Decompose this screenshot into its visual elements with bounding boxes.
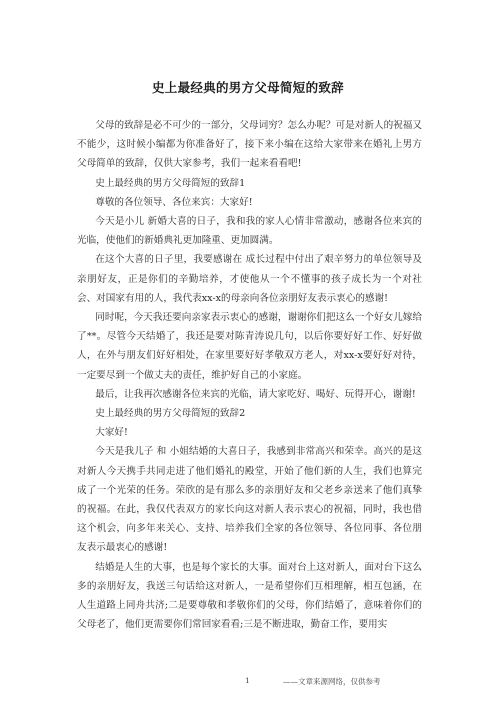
paragraph-greeting-1: 尊敬的各位领导、各位来宾：大家好!: [95, 196, 253, 208]
paragraph: 今天是我儿子 和 小姐结婚的大喜日子，我感到非常高兴和荣幸。高兴的是这对新人今天携手共同走进了他们婚礼的殿堂，开始了他们新的人生，我们也算完成了一个光荣的任务。荣欣的是有那么多的亲朋好友和父老乡亲送来了他们真挚的祝福。在此，我仅代表双方的家长向这对新人表示衷心的祝福，同时，我也借这个机会，向多年来关心、支持、培养我们全家的各位领导、各位同事、各位朋友表示最衷心的感谢!: [77, 446, 422, 554]
section-heading-2: 史上最经典的男方父母简短的致辞2: [95, 408, 246, 420]
section-heading-1: 史上最经典的男方父母简短的致辞1: [95, 177, 246, 189]
document-body: [77, 116, 422, 634]
paragraph: 同时呢，今天我还要向亲家表示衷心的感谢，谢谢你们把这么一个好女儿嫁给了**。尽管今天结婚了，我还是要对陈青涛说几句，以后你要好好工作、好好做人，在外与朋友们好好相处，在家里要好好孝敬双方老人，对xx-x要好好对待，一定要尽到一个做丈夫的责任，维护好自己的小家庭。: [77, 312, 422, 381]
paragraph: 最后，让我再次感谢各位来宾的光临，请大家吃好、喝好、玩得开心，谢谢!: [95, 388, 416, 400]
page-title: 史上最经典的男方父母简短的致辞: [151, 80, 344, 95]
paragraph: 结婚是人生的大事，也是每个家长的大事。面对台上这对新人，面对台下这么多的亲朋好友，我送三句话给这对新人，一是希望你们互相理解，相互包涵，在人生道路上同舟共济;二是要尊敬和孝敬你们的父母，你们结婚了，意味着你们的父母老了，他们更需要你们常回家看看;三是不断进取，勤奋工作，要用实: [77, 561, 422, 631]
source-note: ——文章来源网络，仅供参考: [283, 677, 381, 686]
paragraph-intro: 父母的致辞是必不可少的一部分，父母词穷？怎么办呢？可是对新人的祝福又不能少，这时候小编都为你准备好了，接下来小编在这给大家带来在婚礼上男方父母简单的致辞，仅供大家参考，我们一起来看看吧!: [77, 120, 422, 170]
paragraph-greeting-2: 大家好!: [95, 427, 128, 439]
paragraph: 今天是小儿 新婚大喜的日子，我和我的家人心情非常激动，感谢各位来宾的光临，使他们的新婚典礼更加隆重、更加圆满。: [77, 216, 422, 247]
page-number: 1: [245, 676, 250, 685]
paragraph: 在这个大喜的日子里，我要感谢在 成长过程中付出了艰辛努力的单位领导及亲朋好友，正是你们的辛勤培养，才使他从一个不懂事的孩子成长为一个对社会、对国家有用的人，我代表xx-x的母亲向各位亲朋好友表示衷心的感谢!: [77, 254, 422, 304]
